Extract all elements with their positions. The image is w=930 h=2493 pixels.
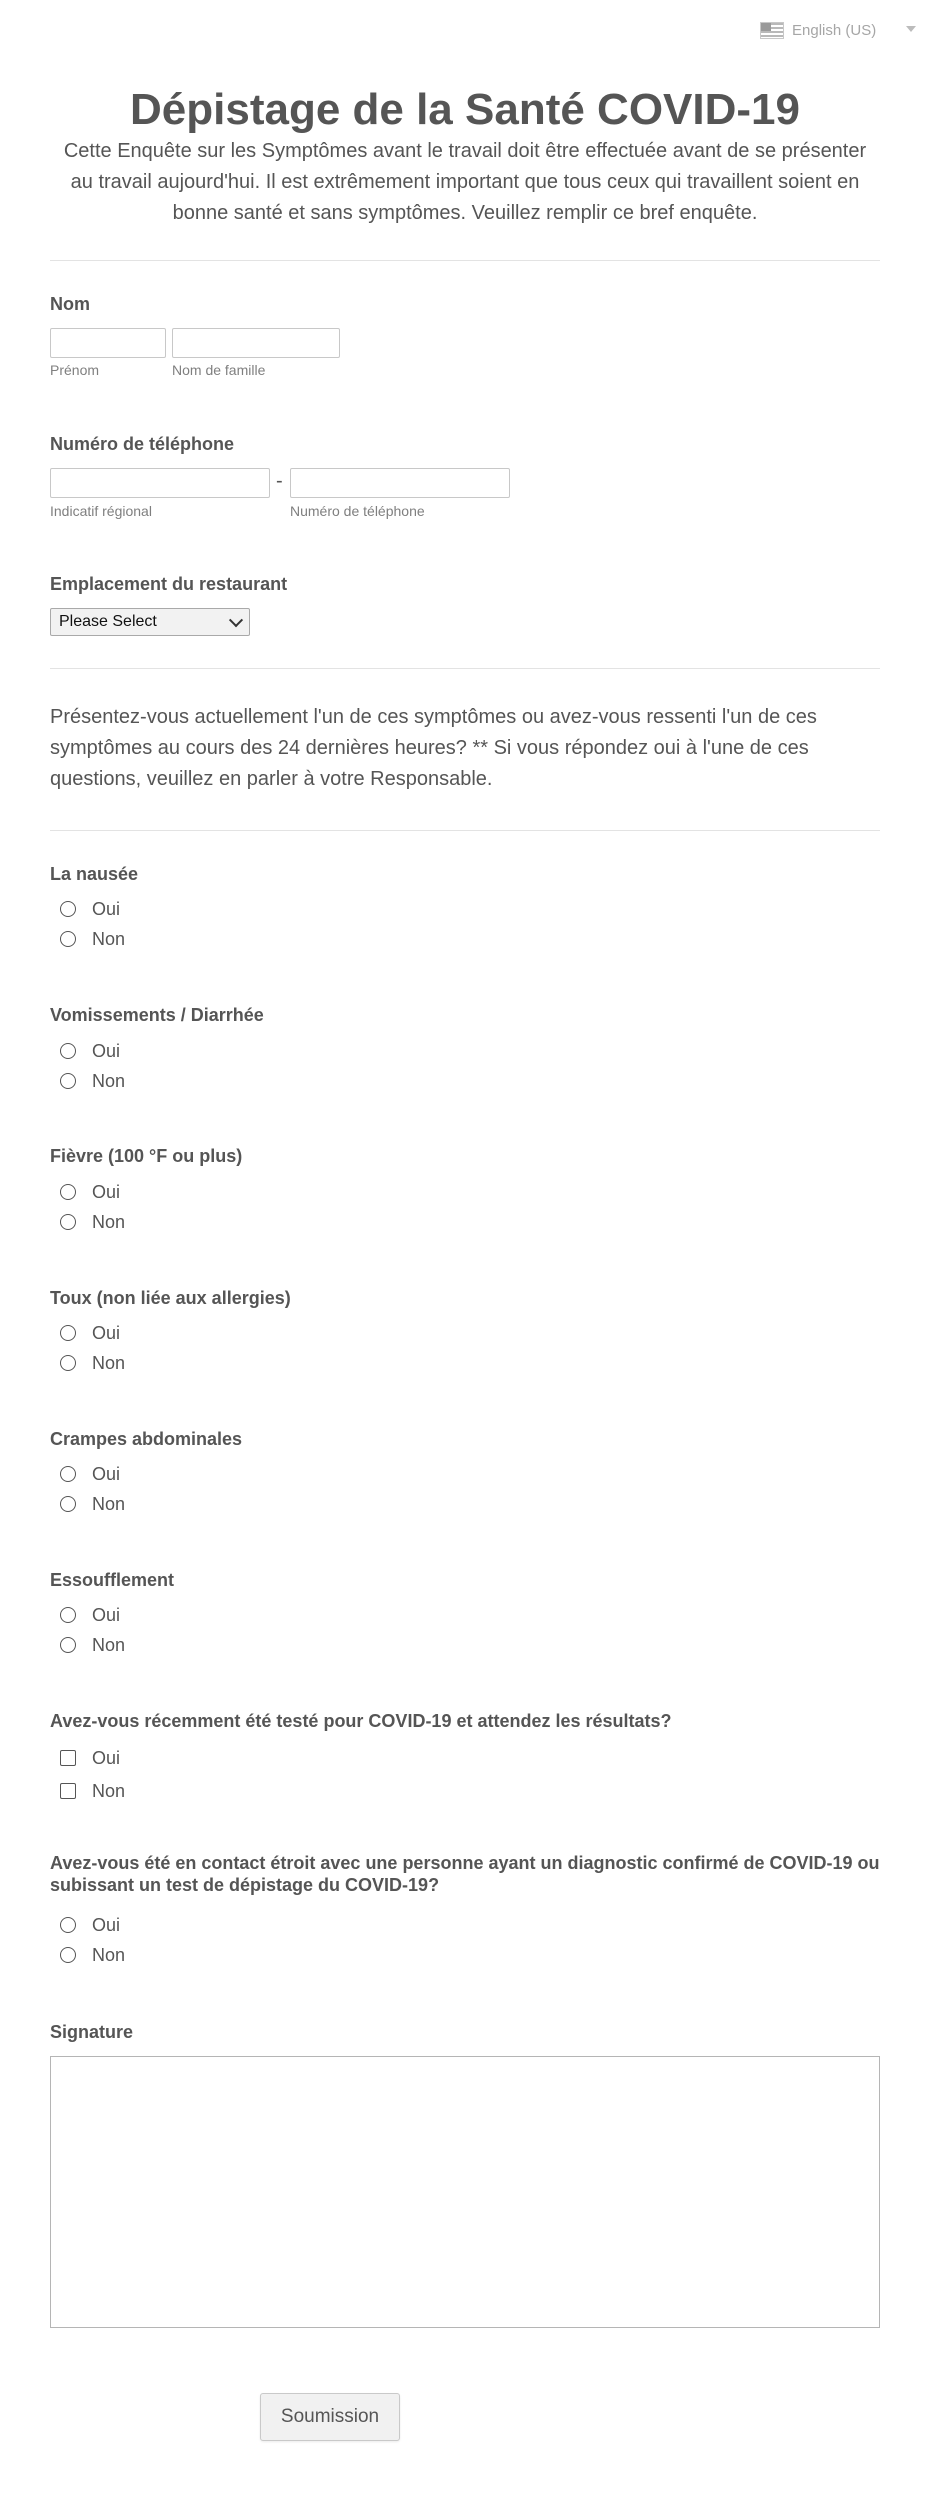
phone-label: Numéro de téléphone <box>50 434 235 454</box>
question-label: Essoufflement <box>50 1570 175 1590</box>
radio-button[interactable] <box>60 1043 76 1059</box>
phone-number-input[interactable] <box>290 468 510 498</box>
phone-number-sublabel: Numéro de téléphone <box>290 503 425 519</box>
area-code-input[interactable] <box>50 468 270 498</box>
checkbox-option-yes[interactable] <box>60 1745 120 1771</box>
radio-button[interactable] <box>60 1466 76 1482</box>
radio-option-no[interactable] <box>60 1068 125 1094</box>
option-label: Non <box>92 1211 126 1232</box>
radio-button[interactable] <box>60 1355 76 1371</box>
radio-option-no[interactable] <box>60 1491 125 1517</box>
radio-option-yes[interactable] <box>60 896 120 922</box>
option-label: Oui <box>92 1747 121 1768</box>
radio-option-no[interactable] <box>60 1350 125 1376</box>
symptoms-intro: Présentez-vous actuellement l'un de ces symptômes ou avez-vous ressenti l'un de ces symptômes au cours des 24 dernières heures? ** Si vous répondez oui à l'une de ces questions, veuillez en parler à votre Responsable. <box>50 706 817 790</box>
radio-option-no[interactable] <box>60 1632 125 1658</box>
radio-option-no[interactable] <box>60 1209 125 1235</box>
question-label: Toux (non liée aux allergies) <box>50 1288 291 1308</box>
option-label: Oui <box>92 1463 121 1484</box>
divider <box>50 668 880 669</box>
option-label: Oui <box>92 1914 121 1935</box>
submit-button[interactable]: Soumission <box>260 2393 400 2441</box>
question-label: Vomissements / Diarrhée <box>50 1005 264 1025</box>
option-label: Oui <box>92 1040 121 1061</box>
divider <box>50 830 880 831</box>
restaurant-location-select[interactable] <box>50 608 250 636</box>
radio-button[interactable] <box>60 1496 76 1512</box>
phone-separator: - <box>276 470 283 492</box>
option-label: Oui <box>92 1322 121 1343</box>
last-name-sublabel: Nom de famille <box>172 362 266 378</box>
radio-button[interactable] <box>60 1637 76 1653</box>
radio-button[interactable] <box>60 1214 76 1230</box>
option-label: Non <box>92 1634 126 1655</box>
form-subtitle: Cette Enquête sur les Symptômes avant le travail doit être effectuée avant de se présenter au travail aujourd'hui. Il est extrêmement important que tous ceux qui travaillent soient en bonne santé et sans symptômes. Veuillez remplir ce bref enquête. <box>63 140 867 224</box>
select-value: Please Select <box>59 613 157 630</box>
form-title: Dépistage de la Santé COVID-19 <box>130 85 800 134</box>
last-name-input[interactable] <box>172 328 340 358</box>
question-label: Avez-vous récemment été testé pour COVID-19 et attendez les résultats? <box>50 1711 672 1731</box>
question-label: Crampes abdominales <box>50 1429 243 1449</box>
option-label: Non <box>92 1493 126 1514</box>
language-label: English (US) <box>792 21 877 39</box>
radio-option-yes[interactable] <box>60 1602 120 1628</box>
question-label: Avez-vous été en contact étroit avec une personne ayant un diagnostic confirmé de COVID-19 ou subissant un test de dépistage du COVID-19? <box>50 1853 880 1895</box>
radio-option-no[interactable] <box>60 1942 125 1968</box>
radio-option-yes[interactable] <box>60 1179 120 1205</box>
radio-option-no[interactable] <box>60 926 125 952</box>
option-label: Non <box>92 1780 126 1801</box>
option-label: Oui <box>92 1604 121 1625</box>
option-label: Non <box>92 1352 126 1373</box>
option-label: Non <box>92 1070 126 1091</box>
radio-button[interactable] <box>60 1917 76 1933</box>
signature-label: Signature <box>50 2022 134 2042</box>
radio-option-yes[interactable] <box>60 1038 120 1064</box>
radio-button[interactable] <box>60 901 76 917</box>
radio-button[interactable] <box>60 1607 76 1623</box>
checkbox[interactable] <box>60 1783 76 1799</box>
area-code-sublabel: Indicatif régional <box>50 503 152 519</box>
first-name-input[interactable] <box>50 328 166 358</box>
first-name-sublabel: Prénom <box>50 362 100 378</box>
location-label: Emplacement du restaurant <box>50 574 288 594</box>
radio-button[interactable] <box>60 1325 76 1341</box>
radio-option-yes[interactable] <box>60 1320 120 1346</box>
option-label: Oui <box>92 1181 121 1202</box>
radio-button[interactable] <box>60 931 76 947</box>
option-label: Non <box>92 1944 126 1965</box>
chevron-down-icon <box>229 613 243 627</box>
radio-option-yes[interactable] <box>60 1461 120 1487</box>
language-selector[interactable] <box>760 20 920 40</box>
divider <box>50 260 880 261</box>
question-label: La nausée <box>50 864 139 884</box>
name-label: Nom <box>50 294 90 314</box>
signature-pad[interactable] <box>50 2056 880 2328</box>
checkbox-option-no[interactable] <box>60 1778 125 1804</box>
question-label: Fièvre (100 °F ou plus) <box>50 1146 243 1166</box>
chevron-down-icon <box>906 26 916 32</box>
radio-button[interactable] <box>60 1947 76 1963</box>
us-flag-icon <box>760 22 784 39</box>
option-label: Non <box>92 928 126 949</box>
radio-option-yes[interactable] <box>60 1912 120 1938</box>
checkbox[interactable] <box>60 1750 76 1766</box>
radio-button[interactable] <box>60 1184 76 1200</box>
option-label: Oui <box>92 898 121 919</box>
radio-button[interactable] <box>60 1073 76 1089</box>
